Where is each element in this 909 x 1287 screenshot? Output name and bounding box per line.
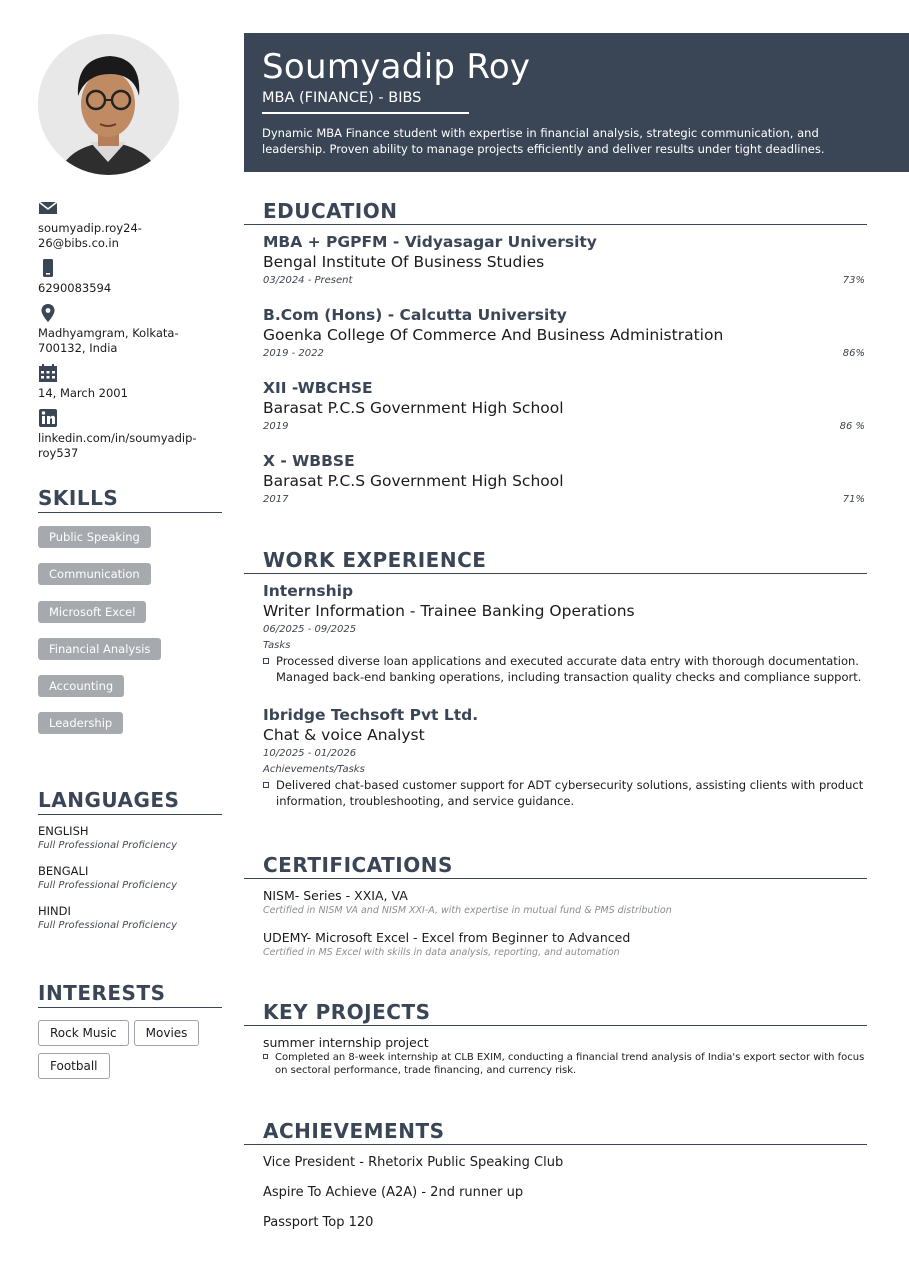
certifications-heading: CERTIFICATIONS bbox=[244, 853, 867, 879]
skill-tag: Leadership bbox=[38, 712, 123, 734]
achievements-section bbox=[244, 1119, 867, 1244]
square-bullet-icon bbox=[263, 1054, 268, 1059]
language-item bbox=[38, 904, 222, 932]
skill-tag: Public Speaking bbox=[38, 526, 151, 548]
education-dates: 03/2024 - Present bbox=[263, 275, 353, 286]
education-heading: EDUCATION bbox=[244, 199, 867, 225]
certification-name: NISM- Series - XXIA, VA bbox=[263, 888, 408, 903]
square-bullet-icon bbox=[263, 658, 269, 664]
certification-desc: Certified in NISM VA and NISM XXI-A, with expertise in mutual fund & PMS distribution bbox=[263, 905, 672, 916]
education-institution: Barasat P.C.S Government High School bbox=[263, 399, 564, 417]
languages-list bbox=[38, 824, 222, 944]
work-company: Internship bbox=[263, 582, 354, 600]
interest-tag: Rock Music bbox=[38, 1020, 129, 1046]
language-item bbox=[38, 824, 222, 852]
work-bullet-text: Delivered chat-based customer support for ADT cybersecurity solutions, assisting clients with product information, troubleshooting, and service guidance. bbox=[276, 778, 864, 808]
language-name: BENGALI bbox=[38, 864, 89, 878]
education-entry bbox=[244, 452, 867, 525]
language-item bbox=[38, 864, 222, 892]
interests-list bbox=[38, 1020, 222, 1086]
work-entry bbox=[244, 582, 867, 706]
phone-icon bbox=[38, 258, 58, 278]
skill-tag: Microsoft Excel bbox=[38, 601, 146, 623]
profile-photo bbox=[38, 34, 179, 175]
linkedin-icon bbox=[38, 408, 58, 428]
education-dates: 2019 bbox=[263, 421, 289, 432]
education-score: 86% bbox=[842, 348, 865, 359]
contact-email bbox=[38, 198, 222, 251]
achievement-item: Passport Top 120 bbox=[263, 1215, 374, 1230]
education-meta bbox=[263, 491, 867, 509]
certification-name: UDEMY- Microsoft Excel - Excel from Beginner to Advanced bbox=[263, 930, 631, 945]
contact-section bbox=[38, 198, 222, 468]
work-bullet bbox=[263, 777, 867, 809]
education-score: 86 % bbox=[839, 421, 865, 432]
certification-desc: Certified in MS Excel with skills in data analysis, reporting, and automation bbox=[263, 947, 620, 958]
contact-address bbox=[38, 303, 222, 356]
work-entry bbox=[244, 706, 867, 809]
contact-linkedin bbox=[38, 408, 222, 461]
education-entry bbox=[244, 233, 867, 306]
person-name: Soumyadip Roy bbox=[262, 47, 531, 87]
education-institution: Barasat P.C.S Government High School bbox=[263, 472, 564, 490]
work-company: Ibridge Techsoft Pvt Ltd. bbox=[263, 706, 479, 724]
profile-summary: Dynamic MBA Finance student with expertise in financial analysis, strategic communication, and leadership. Proven ability to manage projects efficiently and deliver results under tight deadlines. bbox=[262, 126, 825, 156]
project-bullet-text: Completed an 8-week internship at CLB EXIM, conducting a financial trend analysis of India's export sector with focus on sectoral performance, trade financing, and currency risk. bbox=[275, 1052, 865, 1076]
work-dates: 10/2025 - 01/2026 bbox=[263, 748, 357, 759]
education-entry bbox=[244, 306, 867, 379]
certification-entry bbox=[244, 887, 867, 929]
projects-heading: KEY PROJECTS bbox=[244, 1000, 867, 1026]
linkedin-text[interactable]: linkedin.com/in/soumyadip-roy537 bbox=[38, 431, 197, 460]
interest-tag: Football bbox=[38, 1053, 110, 1079]
subtitle-underline bbox=[262, 112, 469, 114]
work-task-label: Achievements/Tasks bbox=[263, 764, 365, 775]
language-name: HINDI bbox=[38, 904, 71, 918]
contact-birthdate bbox=[38, 363, 222, 401]
skills-list bbox=[38, 526, 222, 750]
education-section bbox=[244, 199, 867, 525]
education-score: 71% bbox=[842, 494, 865, 505]
project-entry bbox=[244, 1034, 867, 1077]
education-degree: MBA + PGPFM - Vidyasagar University bbox=[263, 233, 597, 251]
education-score: 73% bbox=[842, 275, 865, 286]
projects-section bbox=[244, 1000, 867, 1077]
education-institution: Bengal Institute Of Business Studies bbox=[263, 253, 545, 271]
certifications-section bbox=[244, 853, 867, 959]
languages-heading: LANGUAGES bbox=[38, 788, 222, 815]
work-bullet bbox=[263, 653, 867, 685]
project-bullet bbox=[263, 1051, 867, 1077]
language-name: ENGLISH bbox=[38, 824, 89, 838]
work-dates: 06/2025 - 09/2025 bbox=[263, 624, 357, 635]
education-entry bbox=[244, 379, 867, 452]
education-dates: 2017 bbox=[263, 494, 289, 505]
calendar-icon bbox=[38, 363, 58, 383]
language-level: Full Professional Proficiency bbox=[38, 840, 177, 851]
work-section bbox=[244, 548, 867, 809]
education-dates: 2019 - 2022 bbox=[263, 348, 324, 359]
education-degree: XII -WBCHSE bbox=[263, 379, 373, 397]
phone-text[interactable]: 6290083594 bbox=[38, 281, 112, 295]
education-degree: X - WBBSE bbox=[263, 452, 355, 470]
birthdate-text: 14, March 2001 bbox=[38, 386, 128, 400]
language-level: Full Professional Proficiency bbox=[38, 920, 177, 931]
achievement-item: Vice President - Rhetorix Public Speaking Club bbox=[263, 1155, 564, 1170]
education-degree: B.Com (Hons) - Calcutta University bbox=[263, 306, 567, 324]
interests-heading: INTERESTS bbox=[38, 981, 222, 1008]
work-bullet-text: Processed diverse loan applications and executed accurate data entry with thorough documentation. Managed back-end banking operations, including transaction quality checks and compliance support. bbox=[276, 654, 862, 684]
location-pin-icon bbox=[38, 303, 58, 323]
achievements-heading: ACHIEVEMENTS bbox=[244, 1119, 867, 1145]
person-subtitle: MBA (FINANCE) - BIBS bbox=[262, 90, 422, 106]
skills-heading: SKILLS bbox=[38, 486, 222, 513]
contact-phone bbox=[38, 258, 222, 296]
interest-tag: Movies bbox=[134, 1020, 200, 1046]
language-level: Full Professional Proficiency bbox=[38, 880, 177, 891]
project-name: summer internship project bbox=[263, 1035, 429, 1050]
work-task-label: Tasks bbox=[263, 640, 291, 651]
email-text[interactable]: soumyadip.roy24-26@bibs.co.in bbox=[38, 221, 142, 250]
work-role: Chat & voice Analyst bbox=[263, 726, 425, 744]
skill-tag: Accounting bbox=[38, 675, 124, 697]
education-meta bbox=[263, 272, 867, 290]
achievement-item: Aspire To Achieve (A2A) - 2nd runner up bbox=[263, 1185, 524, 1200]
achievements-list bbox=[244, 1154, 867, 1231]
education-meta bbox=[263, 418, 867, 436]
certification-entry bbox=[244, 929, 867, 959]
education-meta bbox=[263, 345, 867, 363]
work-heading: WORK EXPERIENCE bbox=[244, 548, 867, 574]
work-role: Writer Information - Trainee Banking Operations bbox=[263, 602, 635, 620]
address-text: Madhyamgram, Kolkata- 700132, India bbox=[38, 326, 179, 355]
skill-tag: Communication bbox=[38, 563, 151, 585]
header-banner bbox=[244, 33, 909, 172]
education-institution: Goenka College Of Commerce And Business Administration bbox=[263, 326, 724, 344]
square-bullet-icon bbox=[263, 782, 269, 788]
skill-tag: Financial Analysis bbox=[38, 638, 161, 660]
email-icon bbox=[38, 198, 58, 218]
